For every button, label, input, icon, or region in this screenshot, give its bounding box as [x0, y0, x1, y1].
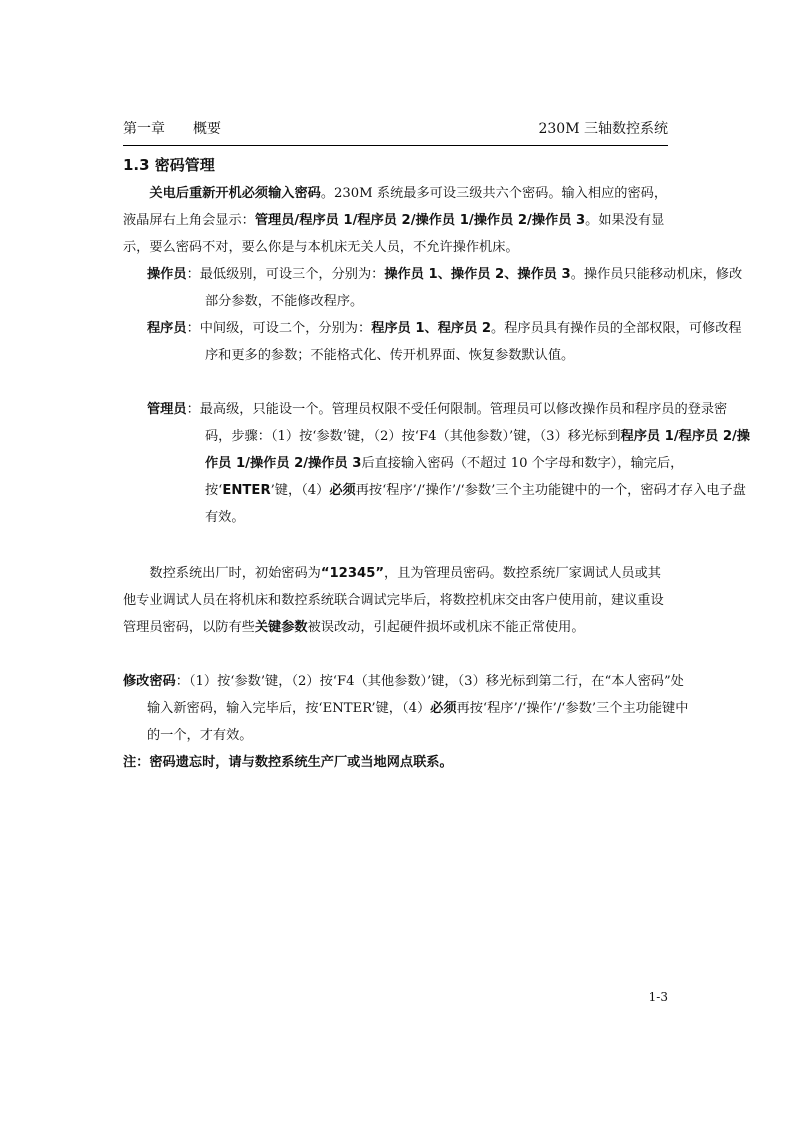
change-text-2: 再按‘程序’/‘操作’/‘参数’三个主功能键中的一个，才有效。 [147, 701, 689, 743]
factory-paragraph [123, 560, 668, 641]
header-rule [123, 145, 668, 146]
factory-bold-keys: 关键参数 [254, 620, 308, 635]
admin-bold-enter: ENTER [222, 483, 271, 498]
programmer-paragraph [123, 315, 750, 369]
note-paragraph: 注：密码遗忘时，请与数控系统生产厂或当地网点联系。 [123, 755, 453, 770]
operator-colon: ： [186, 267, 200, 282]
change-text-1: （1）按‘参数’键，（2）按‘F4（其他参数）’键，（3）移光标到第二行，在“本人密码”处输入新密码，输入完毕后，按‘ENTER’键，（4） [147, 674, 684, 716]
running-header [123, 118, 668, 140]
section-title: 1.3 密码管理 [123, 156, 215, 174]
factory-bold-password: “12345” [320, 566, 385, 581]
operator-label: 操作员 [147, 267, 187, 282]
chapter-number: 第一章 [123, 121, 165, 137]
admin-paragraph [123, 396, 750, 531]
factory-text-3: 被误改动，引起硬件损坏或机床不能正常使用。 [307, 620, 585, 635]
header-product: 230M 三轴数控系统 [538, 121, 668, 137]
admin-text-1: 最高级，只能设一个。管理员权限不受任何限制。管理员可以修改操作员和程序员的登录密码，步骤：（1）按‘参数’键，（2）按‘F4（其他参数）’键，（3）移光标到 [199, 402, 728, 444]
change-bold-must: 必须 [430, 701, 457, 716]
chapter-title: 概要 [193, 121, 221, 137]
factory-text-2: ，且为管理员密码。数控系统厂家调试人员或其他专业调试人员在将机床和数控系统联合调试完毕后，将数控机床交由客户使用前，建议重设管理员密码，以防有些 [123, 566, 664, 635]
admin-text-4: 再按‘程序’/‘操作’/‘参数’三个主功能键中的一个，密码才存入电子盘有效。 [205, 483, 746, 525]
operator-text-1: 最低级别，可设三个，分别为： [199, 267, 385, 282]
admin-text-3: ’键，（4） [270, 483, 330, 498]
change-label: 修改密码 [123, 674, 176, 689]
page-number: 1-3 [648, 990, 668, 1004]
programmer-text-2: 。程序员具有操作员的全部权限，可修改程序和更多的参数；不能格式化、传开机界面、恢复参数默认值。 [205, 321, 742, 363]
intro-bold-roles: 管理员/程序员 1/程序员 2/操作员 1/操作员 2/操作员 3 [254, 213, 586, 228]
programmer-bold-names: 程序员 1、程序员 2 [371, 321, 492, 336]
intro-text-1: 。230M 系统最多可设三级共六个密码。输入相应的密码，液晶屏右上角会显示： [123, 186, 668, 228]
admin-label: 管理员 [147, 402, 187, 417]
admin-bold-must: 必须 [329, 483, 356, 498]
change-colon: ： [175, 674, 189, 689]
operator-text-2: 。操作员只能移动机床，修改部分参数，不能修改程序。 [205, 267, 743, 309]
intro-paragraph [123, 180, 668, 261]
operator-paragraph [123, 261, 750, 315]
header-chapter [123, 118, 221, 138]
factory-text-1: 数控系统出厂时，初始密码为 [149, 566, 321, 581]
change-password-paragraph [123, 668, 692, 749]
operator-bold-names: 操作员 1、操作员 2、操作员 3 [384, 267, 571, 282]
intro-bold-lead: 关电后重新开机必须输入密码 [149, 186, 321, 201]
admin-text-2: 后直接输入密码（不超过 10 个字母和数字），输完后，按‘ [205, 456, 684, 498]
admin-colon: ： [186, 402, 200, 417]
programmer-label: 程序员 [147, 321, 187, 336]
programmer-text-1: 中间级，可设二个，分别为： [199, 321, 372, 336]
programmer-colon: ： [186, 321, 200, 336]
intro-text-2: 。如果没有显示，要么密码不对，要么你是与本机床无关人员，不允许操作机床。 [123, 213, 665, 255]
admin-bold-roles: 程序员 1/程序员 2/操作员 1/操作员 2/操作员 3 [205, 429, 750, 471]
